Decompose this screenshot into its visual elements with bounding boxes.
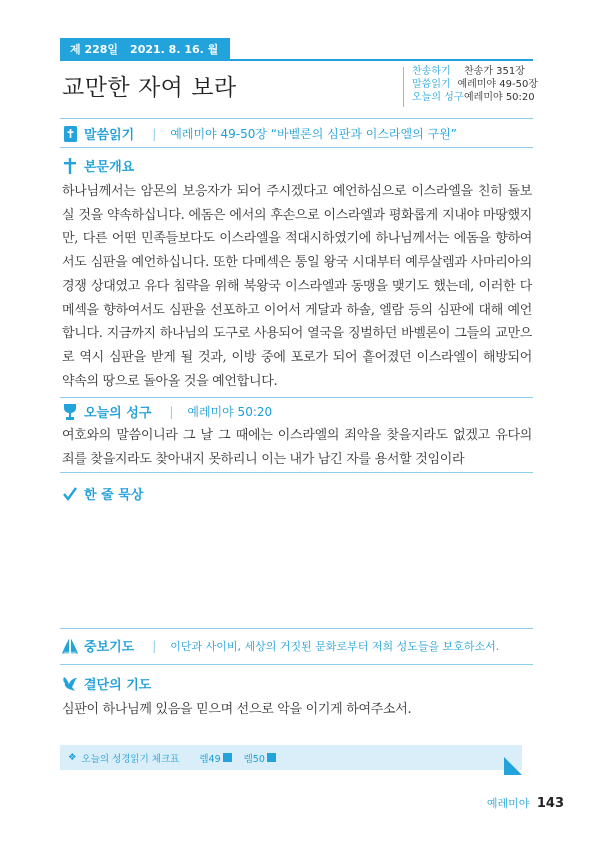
cross-icon bbox=[62, 158, 78, 174]
diamond-bullet-icon: ❖ bbox=[68, 752, 77, 763]
book-name: 예레미야 bbox=[486, 797, 530, 810]
divider bbox=[60, 664, 533, 665]
checkbox[interactable] bbox=[267, 753, 276, 762]
checklist-item[interactable] bbox=[244, 751, 276, 765]
chalice-icon bbox=[62, 404, 78, 420]
meta-value: 예레미야 49-50장 bbox=[457, 79, 538, 90]
checklist-label: 오늘의 성경읽기 체크표 bbox=[81, 753, 180, 765]
separator: | bbox=[169, 404, 174, 419]
page-number: 143 bbox=[536, 796, 564, 811]
reading-label: 말씀읽기 bbox=[84, 128, 135, 143]
checkmark-icon bbox=[62, 486, 78, 502]
meta-key: 오늘의 성구 bbox=[412, 92, 464, 103]
meta-verse bbox=[403, 91, 538, 104]
resolution-label: 결단의 기도 bbox=[84, 678, 152, 693]
verse-heading bbox=[62, 402, 272, 421]
separator: | bbox=[152, 126, 157, 141]
corner-fold bbox=[504, 757, 522, 775]
day-number: 제 228일 bbox=[70, 43, 119, 56]
summary-heading bbox=[62, 156, 134, 175]
meta-box bbox=[403, 65, 538, 104]
checklist-item[interactable] bbox=[199, 751, 231, 765]
page-title: 교만한 자여 보라 bbox=[62, 75, 237, 101]
dove-icon bbox=[62, 676, 78, 692]
meta-key: 찬송하기 bbox=[412, 66, 451, 77]
praying-hands-icon bbox=[62, 638, 78, 654]
meta-reading bbox=[403, 78, 538, 91]
date-text: 2021. 8. 16. 월 bbox=[130, 43, 219, 56]
summary-label: 본문개요 bbox=[84, 160, 135, 175]
meta-key: 말씀읽기 bbox=[412, 79, 451, 90]
reading-checklist bbox=[60, 745, 522, 770]
day-date-tag bbox=[60, 38, 230, 59]
page-footer bbox=[487, 795, 564, 811]
resolution-body: 심판이 하나님께 있음을 믿으며 선으로 악을 이기게 하여주소서. bbox=[62, 702, 412, 717]
divider bbox=[60, 118, 533, 119]
separator: | bbox=[152, 638, 157, 653]
verse-label: 오늘의 성구 bbox=[84, 406, 152, 421]
divider bbox=[60, 147, 533, 148]
checklist-item-label: 렘49 bbox=[199, 753, 221, 765]
divider bbox=[60, 472, 533, 473]
meta-hymn bbox=[403, 65, 538, 78]
bible-icon bbox=[62, 126, 78, 142]
meditation-writing-area[interactable] bbox=[60, 506, 533, 626]
verse-body: 여호와의 말씀이니라 그 날 그 때에는 이스라엘의 죄악을 찾을지라도 없겠고 유다의 죄를 찾을지라도 찾아내지 못하리니 이는 내가 남긴 자를 용서할 것임이라 bbox=[62, 428, 532, 467]
reading-heading bbox=[62, 124, 457, 143]
intercession-heading bbox=[62, 636, 499, 655]
verse-ref: 예레미야 50:20 bbox=[187, 405, 273, 419]
resolution-heading bbox=[62, 674, 151, 693]
meta-value: 예레미야 50:20 bbox=[464, 92, 535, 103]
reading-text: 예레미야 49-50장 “바벨론의 심판과 이스라엘의 구원” bbox=[170, 127, 457, 141]
meditation-label: 한 줄 묵상 bbox=[84, 488, 144, 503]
intercession-text: 이단과 사이비, 세상의 거짓된 문화로부터 저희 성도들을 보호하소서. bbox=[170, 639, 500, 653]
checkbox[interactable] bbox=[223, 753, 232, 762]
meditation-heading bbox=[62, 484, 143, 503]
divider bbox=[60, 397, 533, 398]
header-rule bbox=[60, 59, 533, 61]
checklist-item-label: 렘50 bbox=[243, 753, 265, 765]
intercession-label: 중보기도 bbox=[84, 640, 135, 655]
divider bbox=[60, 628, 533, 629]
meta-value: 찬송가 351장 bbox=[464, 66, 525, 77]
summary-body: 하나님께서는 암몬의 보응자가 되어 주시겠다고 예언하심으로 이스라엘을 친히 돌보실 것을 약속하십니다. 에돔은 에서의 후손으로 이스라엘과 평화롭게 지내야 마땅했지만, 다른 어떤 민족들보다도 이스라엘을 적대시하였기에 하나님께서는 에돔을 향하여서도 심판을 예언하십니다. 또한 다메섹은 통일 왕국 시대부터 예루살렘과 사마리아의 경쟁 상대였고 유다 침략을 위해 북왕국 이스라엘과 동맹을 맺기도 했는데, 이러한 다메섹을 향하여서도 심판을 선포하고 이어서 게달과 하솔, 엘람 등의 심판에 대해 예언합니다. 지금까지 하나님의 도구로 사용되어 열국을 징벌하던 바벨론이 그들의 교만으로 역시 심판을 받게 될 것과, 이방 중에 포로가 되어 흩어졌던 이스라엘이 해방되어 약속의 땅으로 돌아올 것을 예언합니다. bbox=[62, 184, 532, 389]
